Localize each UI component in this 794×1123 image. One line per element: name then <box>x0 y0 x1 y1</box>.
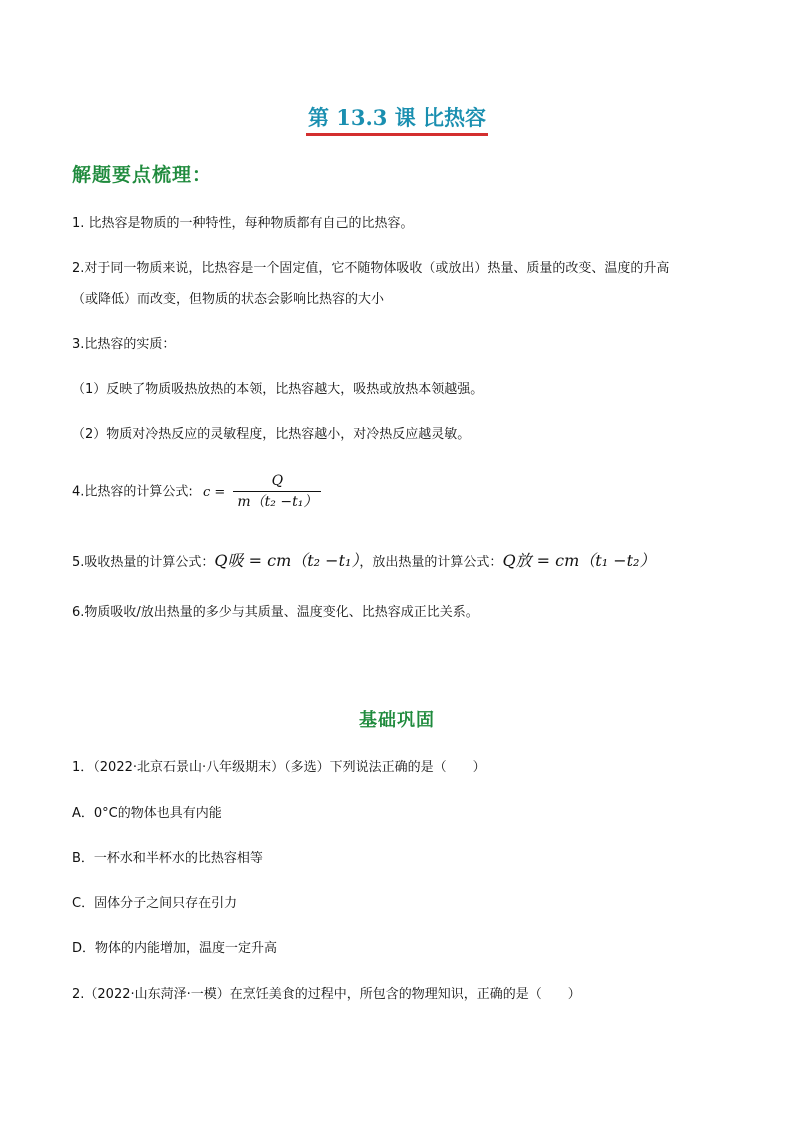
formula-c-lhs: c = <box>202 484 226 500</box>
formula-q-absorb: Q吸 = cm（t₂ −t₁） <box>214 551 360 570</box>
point-2-line-1: 2.对于同一物质来说，比热容是一个固定值，它不随物体吸收（或放出）热量、质量的改变、温度的升高 <box>72 261 670 276</box>
formula-denominator: m（t₂ −t₁） <box>237 494 318 510</box>
page-title-text: 第 13.3 课 比热容 <box>306 104 488 136</box>
section-heading-basics: 基础巩固 <box>359 710 435 731</box>
question-1-option-d: D．物体的内能增加，温度一定升高 <box>72 941 278 956</box>
point-2-line-2: （或降低）而改变，但物质的状态会影响比热容的大小 <box>72 292 385 307</box>
point-5-label-absorb: 5.吸收热量的计算公式： <box>72 555 215 570</box>
question-1-option-a: A．0°C的物体也具有内能 <box>72 806 222 821</box>
question-1-option-b: B．一杯水和半杯水的比热容相等 <box>72 851 263 866</box>
point-1: 1. 比热容是物质的一种特性，每种物质都有自己的比热容。 <box>72 216 414 231</box>
point-4 <box>72 472 732 513</box>
question-1-option-c: C．固体分子之间只存在引力 <box>72 896 238 911</box>
point-3-2: （2）物质对冷热反应的灵敏程度，比热容越小，对冷热反应越灵敏。 <box>72 427 471 442</box>
question-2: 2.（2022·山东菏泽·一模）在烹饪美食的过程中，所包含的物理知识，正确的是（ ） <box>72 987 581 1002</box>
point-5 <box>72 551 732 573</box>
point-3-1: （1）反映了物质吸热放热的本领，比热容越大，吸热或放热本领越强。 <box>72 382 484 397</box>
page-title <box>0 104 794 136</box>
question-1: 1．（2022·北京石景山·八年级期末）（多选）下列说法正确的是（ ） <box>72 760 486 775</box>
formula-q-release: Q放 = cm（t₁ −t₂） <box>502 551 656 570</box>
formula-numerator: Q <box>233 472 321 492</box>
point-5-label-release: ，放出热量的计算公式： <box>359 555 503 570</box>
formula-fraction <box>233 472 321 512</box>
point-4-label: 4.比热容的计算公式: <box>72 484 193 500</box>
point-6: 6.物质吸收/放出热量的多少与其质量、温度变化、比热容成正比关系。 <box>72 605 479 620</box>
section-heading-key-points: 解题要点梳理： <box>72 164 213 186</box>
point-3: 3.比热容的实质： <box>72 337 176 352</box>
